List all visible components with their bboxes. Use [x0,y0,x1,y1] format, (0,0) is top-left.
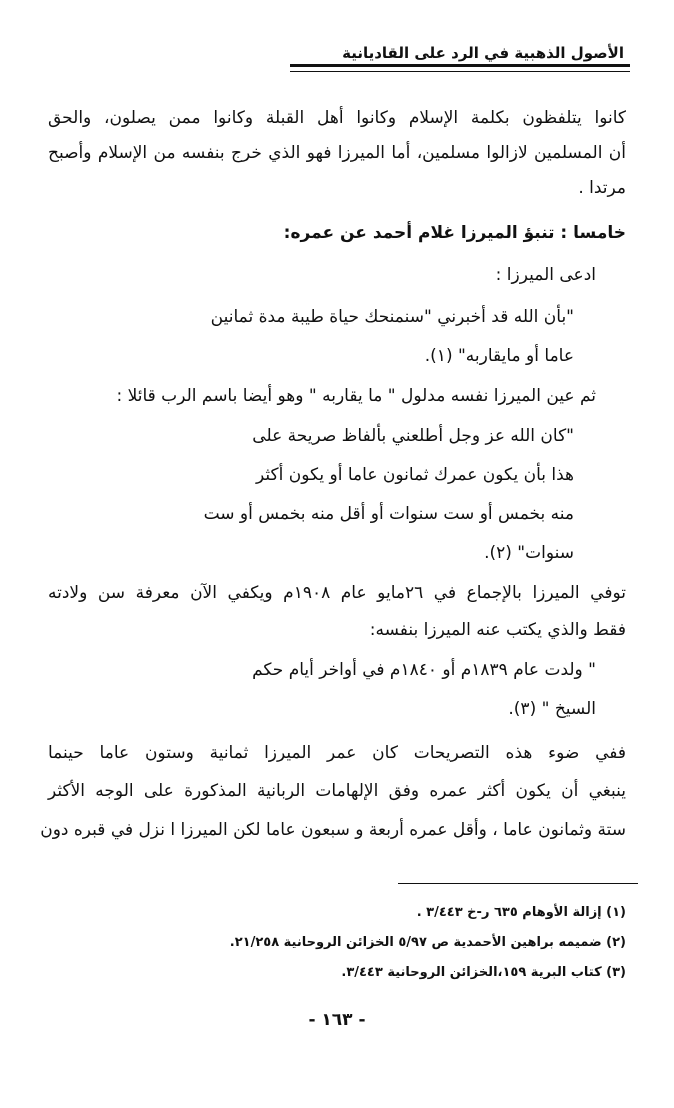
running-header-title: الأصول الذهبية في الرد على القاديانية [342,44,624,62]
footnote-2: (٢) ضميمه براهين الأحمدية ص ٥/٩٧ الخزائن الروحانية ٢١/٢٥٨. [229,935,626,950]
text-line: كانوا يتلفظون بكلمة الإسلام وكانوا أهل القبلة وكانوا ممن يصلون، والحق [48,108,626,128]
text-line: ثم عين الميرزا نفسه مدلول " ما يقاربه " وهو أيضا باسم الرب قائلا : [116,386,596,406]
footnote-1: (١) إزالة الأوهام ٦٣٥ ر-خ ٣/٤٤٣ . [416,905,626,920]
page-number: - ١٦٣ - [308,1010,366,1030]
quote-line: عاما أو مايقاربه" (١). [424,346,574,366]
quote-line: هذا بأن يكون عمرك ثمانون عاما أو يكون أكثر [256,465,574,485]
footnote-separator [398,883,638,884]
text-line: ادعى الميرزا : [495,265,596,285]
text-line: ينبغي أن يكون أكثر عمره وفق الإلهامات الربانية المذكورة على الوجه الأكثر [48,781,626,801]
text-line: أن المسلمين لازالوا مسلمين، أما الميرزا فهو الذي خرج بنفسه من الإسلام وأصبح [48,143,626,163]
text-line: ستة وثمانون عاما ، وأقل عمره أربعة و سبعون عاما لكن الميرزا ا نزل في قبره دون [40,820,626,840]
header-rule-thin [290,71,630,72]
text-line: فقط والذي يكتب عنه الميرزا بنفسه: [369,620,626,640]
quote-line: السيخ " (٣). [508,699,596,719]
quote-line: "بأن الله قد أخبرني "سنمنحك حياة طيبة مدة ثمانين [210,307,574,327]
quote-line: "كان الله عز وجل أطلعني بألفاظ صريحة على [252,426,574,446]
text-line: توفي الميرزا بالإجماع في ٢٦مايو عام ١٩٠٨م ويكفي الآن معرفة سن ولادته [48,583,626,603]
quote-line: منه بخمس أو ست سنوات أو أقل منه بخمس أو ست [203,504,574,524]
footnote-3: (٣) كتاب البرية ١٥٩،الخزائن الروحانية ٣/٤٤٣. [341,965,626,980]
quote-line: " ولدت عام ١٨٣٩م أو ١٨٤٠م في أواخر أيام حكم [252,660,596,680]
section-heading: خامسا : تنبؤ الميرزا غلام أحمد عن عمره: [283,223,626,243]
header-rule-thick [290,64,630,67]
quote-line: سنوات" (٢). [484,543,574,563]
text-line: ففي ضوء هذه التصريحات كان عمر الميرزا ثمانية وستون عاما حينما [48,743,626,763]
text-line: مرتدا . [578,178,626,198]
